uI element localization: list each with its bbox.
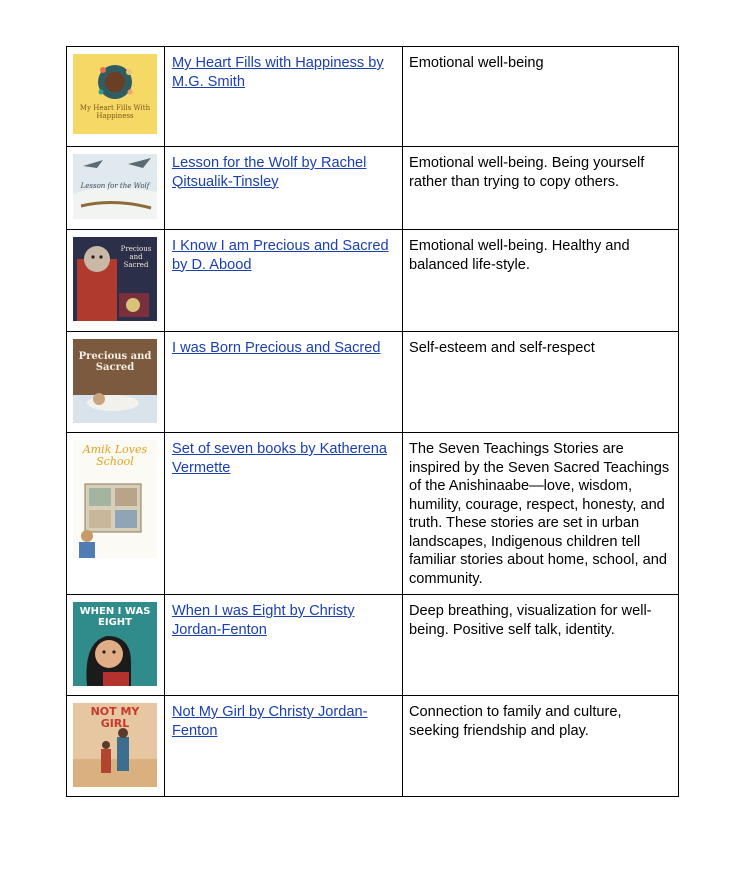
table-row [67,696,679,797]
book-description: Emotional well-being. Being yourself rather than trying to copy others. [409,155,645,190]
cover-title: My Heart Fills With Happiness [79,104,151,120]
book-link-my-heart-fills[interactable]: My Heart Fills with Happiness by M.G. Smith [172,55,384,90]
book-link-i-was-born-precious[interactable]: I was Born Precious and Sacred [172,340,381,356]
title-cell [165,147,403,230]
book-link-i-know-i-am-precious[interactable]: I Know I am Precious and Sacred by D. Abood [172,238,389,273]
book-cover-when-i-was-eight [73,602,157,686]
cover-cell [67,147,165,230]
title-cell [165,47,403,147]
book-link-when-i-was-eight[interactable]: When I was Eight by Christy Jordan-Fenton [172,603,355,638]
cover-title: Lesson for the Wolf [80,182,150,190]
book-cover-image [73,54,157,134]
table-row [67,433,679,595]
cover-cell [67,696,165,797]
cover-title: Precious and Sacred [78,351,152,373]
description-cell [403,230,679,332]
book-cover-amik-loves-school [73,440,157,558]
book-description: Emotional well-being. Healthy and balanced life-style. [409,238,630,273]
table-row [67,230,679,332]
title-cell [165,332,403,433]
title-cell [165,230,403,332]
cover-cell [67,332,165,433]
title-cell [165,696,403,797]
book-link-set-of-seven-books[interactable]: Set of seven books by Katherena Vermette [172,441,387,476]
description-cell [403,696,679,797]
description-cell [403,595,679,696]
table-row [67,147,679,230]
book-cover-born-precious [73,339,157,423]
title-cell [165,433,403,595]
book-link-lesson-for-the-wolf[interactable]: Lesson for the Wolf by Rachel Qitsualik-Tinsley [172,155,367,190]
cover-title: WHEN I WAS EIGHT [79,606,151,628]
book-description: The Seven Teachings Stories are inspired by the Seven Sacred Teachings of the Anishinaabe—love, wisdom, humility, courage, respect, honesty, and truth. These stories are set in urban landscapes, Indigenous children tell familiar stories about home, school, and community. [409,441,670,587]
book-description: Self-esteem and self-respect [409,340,595,356]
table-row [67,47,679,147]
book-cover-not-my-girl [73,703,157,787]
cover-cell [67,433,165,595]
book-description: Deep breathing, visualization for well-being. Positive self talk, identity. [409,603,652,638]
description-cell [403,433,679,595]
cover-title: Precious and Sacred [120,245,152,269]
description-cell [403,147,679,230]
book-description: Emotional well-being [409,55,544,71]
book-cover-i-know-precious [73,237,157,321]
table-row [67,332,679,433]
title-cell [165,595,403,696]
book-cover-my-heart [73,54,157,134]
cover-cell [67,230,165,332]
book-link-not-my-girl[interactable]: Not My Girl by Christy Jordan-Fenton [172,704,368,739]
cover-cell [67,47,165,147]
description-cell [403,47,679,147]
books-table [66,46,679,797]
book-description: Connection to family and culture, seeking friendship and play. [409,704,622,739]
cover-title: Amik Loves School [82,443,148,468]
book-cover-lesson-wolf [73,154,157,219]
cover-cell [67,595,165,696]
description-cell [403,332,679,433]
table-row [67,595,679,696]
cover-title: NOT MY GIRL [90,705,140,730]
